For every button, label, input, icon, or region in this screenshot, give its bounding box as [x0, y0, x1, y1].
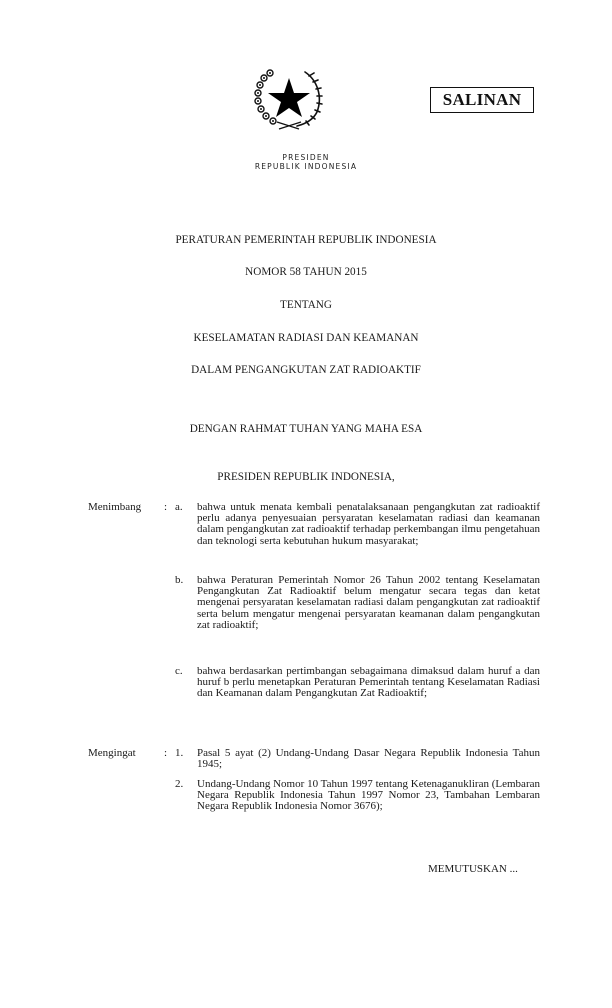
authority-line: PRESIDEN REPUBLIK INDONESIA,: [217, 471, 395, 483]
regulation-number: NOMOR 58 TAHUN 2015: [245, 266, 367, 278]
invocation-line: DENGAN RAHMAT TUHAN YANG MAHA ESA: [189, 423, 423, 435]
emblem-caption-presiden: PRESIDEN: [282, 153, 330, 162]
mengingat-item-2: [175, 779, 540, 813]
item-text: Undang-Undang Nomor 10 Tahun 1997 tentang Ketenaganukliran (Lembaran Negara Republik Indonesia Tahun 1997 Nomor 23, Tambahan Lembaran Negara Republik Indonesia Nomor 3676);: [197, 778, 540, 813]
menimbang-item-b: [175, 575, 540, 631]
item-text: bahwa Peraturan Pemerintah Nomor 26 Tahun 2002 tentang Keselamatan Pengangkutan Zat Radioaktif belum mengatur secara tegas dan ketat mengenai persyaratan keselamatan radiasi dalam pengangkutan zat radioaktif serta belum mengatur mengenai persyaratan keamanan dalam pengangkutan zat radioaktif;: [197, 574, 540, 631]
item-marker: c.: [175, 665, 183, 677]
menimbang-label: Menimbang: [88, 501, 142, 513]
menimbang-item-c: [175, 666, 540, 700]
item-text: bahwa berdasarkan pertimbangan sebagaimana dimaksud dalam huruf a dan huruf b perlu menetapkan Peraturan Pemerintah tentang Keselamatan Radiasi dan Keamanan dalam Pengangkutan Zat Radioaktif;: [197, 665, 540, 700]
item-marker: 1.: [175, 747, 184, 759]
continuation-text: MEMUTUSKAN ...: [428, 863, 518, 875]
emblem-caption-republik: REPUBLIK INDONESIA: [254, 162, 358, 171]
subject-line-2: DALAM PENGANGKUTAN ZAT RADIOAKTIF: [191, 364, 421, 376]
item-marker: a.: [175, 501, 183, 513]
item-text: Pasal 5 ayat (2) Undang-Undang Dasar Negara Republik Indonesia Tahun 1945;: [197, 747, 540, 771]
menimbang-item-a: [175, 502, 540, 547]
salinan-stamp: SALINAN: [430, 87, 534, 113]
item-marker: b.: [175, 574, 184, 586]
mengingat-item-1: [175, 748, 540, 770]
subject-line-1: KESELAMATAN RADIASI DAN KEAMANAN: [193, 332, 419, 344]
menimbang-colon: :: [164, 501, 168, 513]
mengingat-colon: :: [164, 747, 168, 759]
mengingat-label: Mengingat: [88, 747, 136, 759]
garuda-emblem-icon: [253, 66, 325, 130]
tentang-heading: TENTANG: [280, 299, 332, 311]
item-marker: 2.: [175, 778, 184, 790]
regulation-title: PERATURAN PEMERINTAH REPUBLIK INDONESIA: [175, 234, 437, 246]
item-text: bahwa untuk menata kembali penatalaksanaan pengangkutan zat radioaktif perlu adanya penyesuaian persyaratan keselamatan radiasi dan keamanan dalam pengangkutan zat radioaktif terhadap perkembangan ilmu pengetahuan dan teknologi serta kebutuhan hukum masyarakat;: [197, 501, 540, 547]
